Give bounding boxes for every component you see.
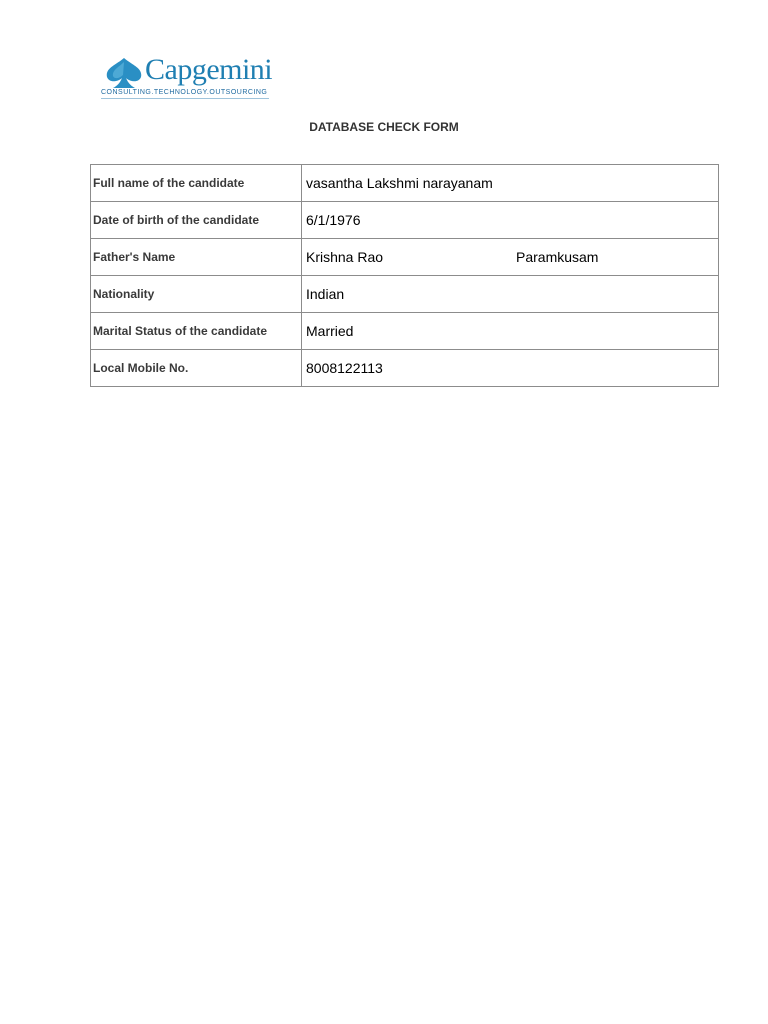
row-label-marital-status: Marital Status of the candidate (91, 313, 302, 350)
fathers-last-name: Paramkusam (516, 249, 599, 265)
form-title: DATABASE CHECK FORM (309, 120, 459, 134)
row-value-full-name: vasantha Lakshmi narayanam (302, 165, 719, 202)
logo-divider (101, 98, 269, 99)
logo-brand-name: Capgemini (145, 53, 273, 86)
logo-tagline: CONSULTING.TECHNOLOGY.OUTSOURCING (101, 89, 268, 96)
table-row (91, 202, 719, 239)
row-value-marital-status: Married (302, 313, 719, 350)
row-label-nationality: Nationality (91, 276, 302, 313)
table-row (91, 165, 719, 202)
table-row (91, 276, 719, 313)
fathers-first-name: Krishna Rao (306, 249, 384, 265)
row-value-nationality: Indian (302, 276, 719, 313)
row-label-full-name: Full name of the candidate (91, 165, 302, 202)
table-row (91, 239, 719, 276)
row-label-date-of-birth: Date of birth of the candidate (91, 202, 302, 239)
candidate-details-table (90, 164, 719, 387)
table-row (91, 350, 719, 387)
row-label-fathers-name: Father's Name (91, 239, 302, 276)
capgemini-logo (99, 52, 275, 108)
spade-logo-icon (101, 56, 147, 90)
row-value-fathers-name (302, 239, 719, 276)
row-value-mobile-number: 8008122113 (302, 350, 719, 387)
table-row (91, 313, 719, 350)
row-value-date-of-birth: 6/1/1976 (302, 202, 719, 239)
row-label-mobile-number: Local Mobile No. (91, 350, 302, 387)
